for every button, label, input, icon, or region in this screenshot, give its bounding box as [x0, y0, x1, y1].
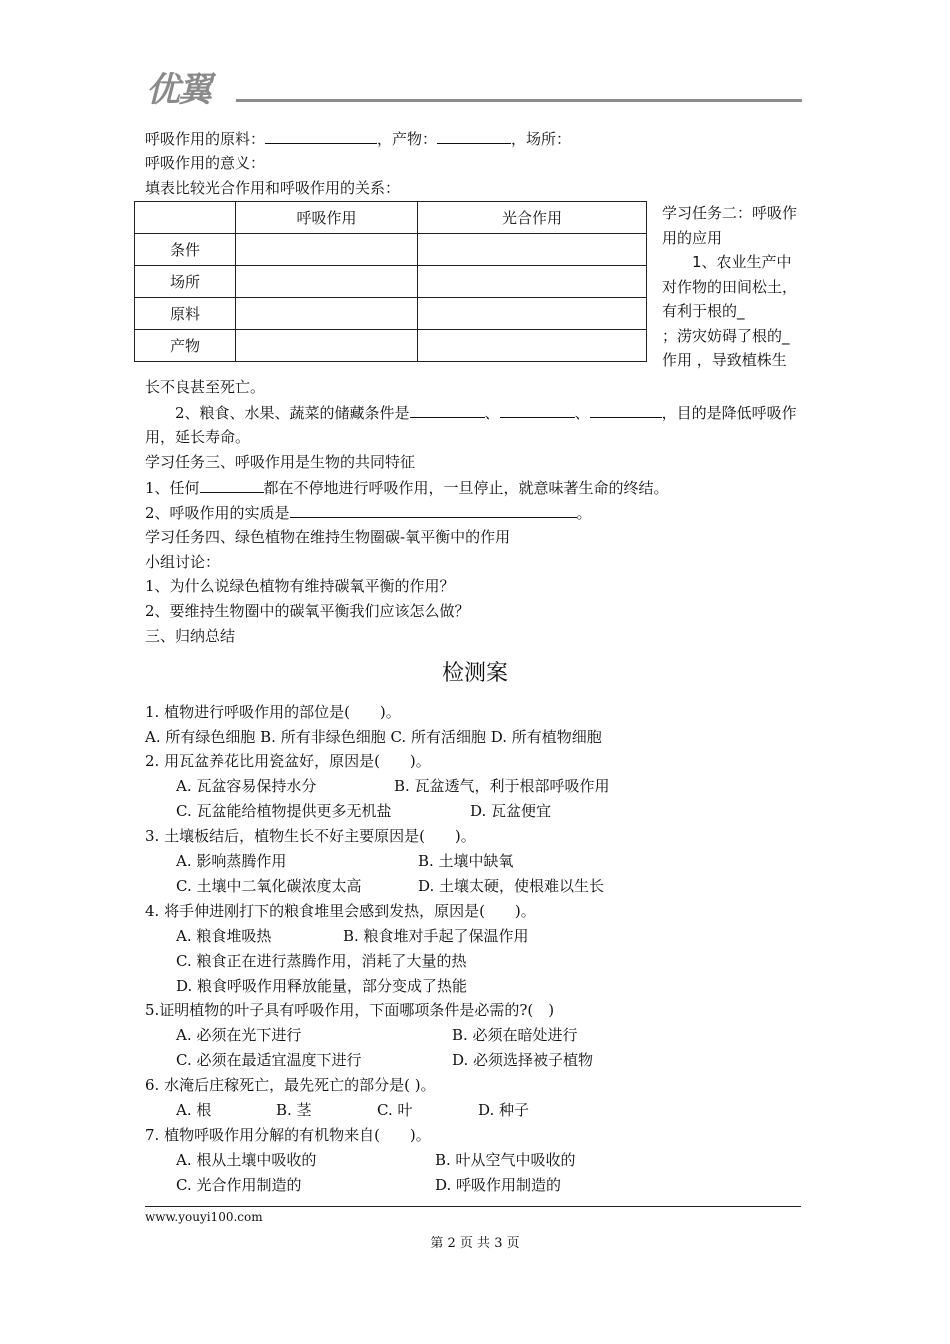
question-6: 6. 水淹后庄稼死亡，最先死亡的部分是( )。 — [145, 1076, 436, 1094]
table-header-cell — [135, 202, 236, 234]
storage-sep: 、 — [484, 404, 500, 422]
option: D. 必须选择被子植物 — [452, 1051, 594, 1069]
question-3: 3. 土壤板结后，植物生长不好主要原因是( )。 — [145, 827, 476, 845]
option: D. 粮食呼吸作用释放能量，部分变成了热能 — [176, 977, 468, 995]
table-header-cell: 呼吸作用 — [236, 202, 418, 234]
side-line: 学习任务二：呼吸作 — [662, 204, 798, 222]
comparison-table — [134, 201, 647, 362]
option: C. 土壤中二氧化碳浓度太高 — [176, 877, 362, 895]
side-line: 对作物的田间松土， — [662, 277, 798, 296]
option: B. 土壤中缺氧 — [418, 852, 514, 870]
option: C. 粮食正在进行蒸腾作用，消耗了大量的热 — [176, 952, 467, 970]
summary-heading: 三、归纳总结 — [145, 627, 236, 645]
table-cell — [418, 266, 647, 298]
footer-url[interactable]: www.youyi100.com — [145, 1210, 263, 1224]
group-question-2: 2、要维持生物圈中的碳氧平衡我们应该怎么做？ — [145, 602, 470, 620]
option: D. 瓦盆便宜 — [470, 802, 552, 820]
option: A. 影响蒸腾作用 — [176, 852, 287, 870]
essence-blank — [290, 502, 577, 518]
option: B. 必须在暗处进行 — [452, 1026, 578, 1044]
row-label: 条件 — [135, 234, 236, 266]
row-label: 原料 — [135, 298, 236, 330]
footer-rule — [145, 1206, 801, 1207]
storage-line — [145, 402, 797, 423]
option: B. 叶从空气中吸收的 — [435, 1151, 576, 1169]
product-blank — [437, 128, 511, 144]
question-1: 1. 植物进行呼吸作用的部位是( )。 — [145, 703, 401, 721]
table-cell — [418, 234, 647, 266]
option: C. 叶 — [377, 1101, 413, 1119]
task3-item2-a: 2、呼吸作用的实质是 — [145, 504, 290, 522]
table-row — [135, 266, 647, 298]
option: D. 呼吸作用制造的 — [435, 1176, 562, 1194]
table-cell — [418, 330, 647, 362]
table-instruction: 填表比较光合作用和呼吸作用的关系： — [145, 179, 401, 197]
product-label: ，产物： — [377, 130, 438, 148]
table-cell — [418, 298, 647, 330]
brand-logo: 优翼 — [146, 70, 210, 110]
task3-item1-a: 1、任何 — [145, 479, 200, 497]
raw-material-line — [145, 128, 571, 149]
task3-item1 — [145, 477, 669, 498]
option: B. 瓦盆透气，利于根部呼吸作用 — [394, 777, 610, 795]
option: B. 茎 — [276, 1101, 312, 1119]
storage-blank — [590, 402, 662, 418]
side-line: 用的应用 — [662, 228, 723, 247]
option: C. 光合作用制造的 — [176, 1176, 302, 1194]
table-cell — [236, 330, 418, 362]
task3-item1-b: 都在不停地进行呼吸作用，一旦停止，就意味著生命的终结。 — [263, 479, 669, 497]
storage-text: 2、粮食、水果、蔬菜的储藏条件是 — [145, 404, 410, 422]
question-5: 5.证明植物的叶子具有呼吸作用，下面哪项条件是必需的?( ) — [145, 1001, 555, 1019]
side-line: ；涝灾妨碍了根的_ — [662, 326, 790, 345]
storage-blank — [500, 402, 575, 418]
raw-material-blank — [265, 128, 377, 144]
option: D. 种子 — [478, 1101, 530, 1119]
continuation-line: 长不良甚至死亡。 — [145, 378, 266, 396]
option: C. 必须在最适宜温度下进行 — [176, 1051, 362, 1069]
question-1-options: A. 所有绿色细胞 B. 所有非绿色细胞 C. 所有活细胞 D. 所有植物细胞 — [145, 728, 602, 746]
table-row — [135, 234, 647, 266]
table-header-row — [135, 202, 647, 234]
table-cell — [236, 298, 418, 330]
option: A. 根从土壤中吸收的 — [176, 1151, 317, 1169]
storage-sep: 、 — [574, 404, 590, 422]
task3-item2 — [145, 502, 592, 523]
option: C. 瓦盆能给植物提供更多无机盐 — [176, 802, 392, 820]
site-label: ，场所： — [511, 130, 572, 148]
option: B. 粮食堆对手起了保温作用 — [343, 927, 529, 945]
option: A. 根 — [176, 1101, 212, 1119]
table-row — [135, 298, 647, 330]
option: A. 粮食堆吸热 — [176, 927, 272, 945]
question-2: 2. 用瓦盆养花比用瓷盆好，原因是( )。 — [145, 752, 431, 770]
question-7: 7. 植物呼吸作用分解的有机物来自( )。 — [145, 1126, 431, 1144]
side-text — [662, 201, 797, 373]
table-cell — [236, 234, 418, 266]
side-line: 1、农业生产中 — [662, 253, 792, 271]
option: D. 土壤太硬，使根难以生长 — [418, 877, 605, 895]
table-row — [135, 330, 647, 362]
storage-purpose: ，目的是降低呼吸作 — [661, 404, 797, 422]
task4-heading: 学习任务四、绿色植物在维持生物圈碳-氧平衡中的作用 — [145, 528, 511, 546]
side-line: 有利于根的_ — [662, 302, 745, 320]
table-header-cell: 光合作用 — [418, 202, 647, 234]
side-line: 作用 ，导致植株生 — [662, 351, 787, 369]
test-title: 检测案 — [441, 661, 508, 686]
task3-heading: 学习任务三、呼吸作用是生物的共同特征 — [145, 453, 416, 471]
organism-blank — [200, 477, 264, 493]
header-rule — [236, 99, 802, 102]
raw-material-label: 呼吸作用的原料： — [145, 130, 266, 148]
group-question-1: 1、为什么说绿色植物有维持碳氧平衡的作用？ — [145, 577, 455, 595]
storage-blank — [410, 402, 485, 418]
option: A. 瓦盆容易保持水分 — [176, 777, 317, 795]
storage-line-end: 用，延长寿命。 — [145, 428, 251, 446]
option: A. 必须在光下进行 — [176, 1026, 302, 1044]
row-label: 场所 — [135, 266, 236, 298]
task3-item2-b: 。 — [576, 504, 592, 522]
group-heading: 小组讨论： — [145, 553, 221, 571]
row-label: 产物 — [135, 330, 236, 362]
table-cell — [236, 266, 418, 298]
question-4: 4. 将手伸进刚打下的粮食堆里会感到发热，原因是( )。 — [145, 902, 536, 920]
significance-line: 呼吸作用的意义： — [145, 154, 266, 172]
page-number: 第 2 页 共 3 页 — [430, 1236, 520, 1251]
